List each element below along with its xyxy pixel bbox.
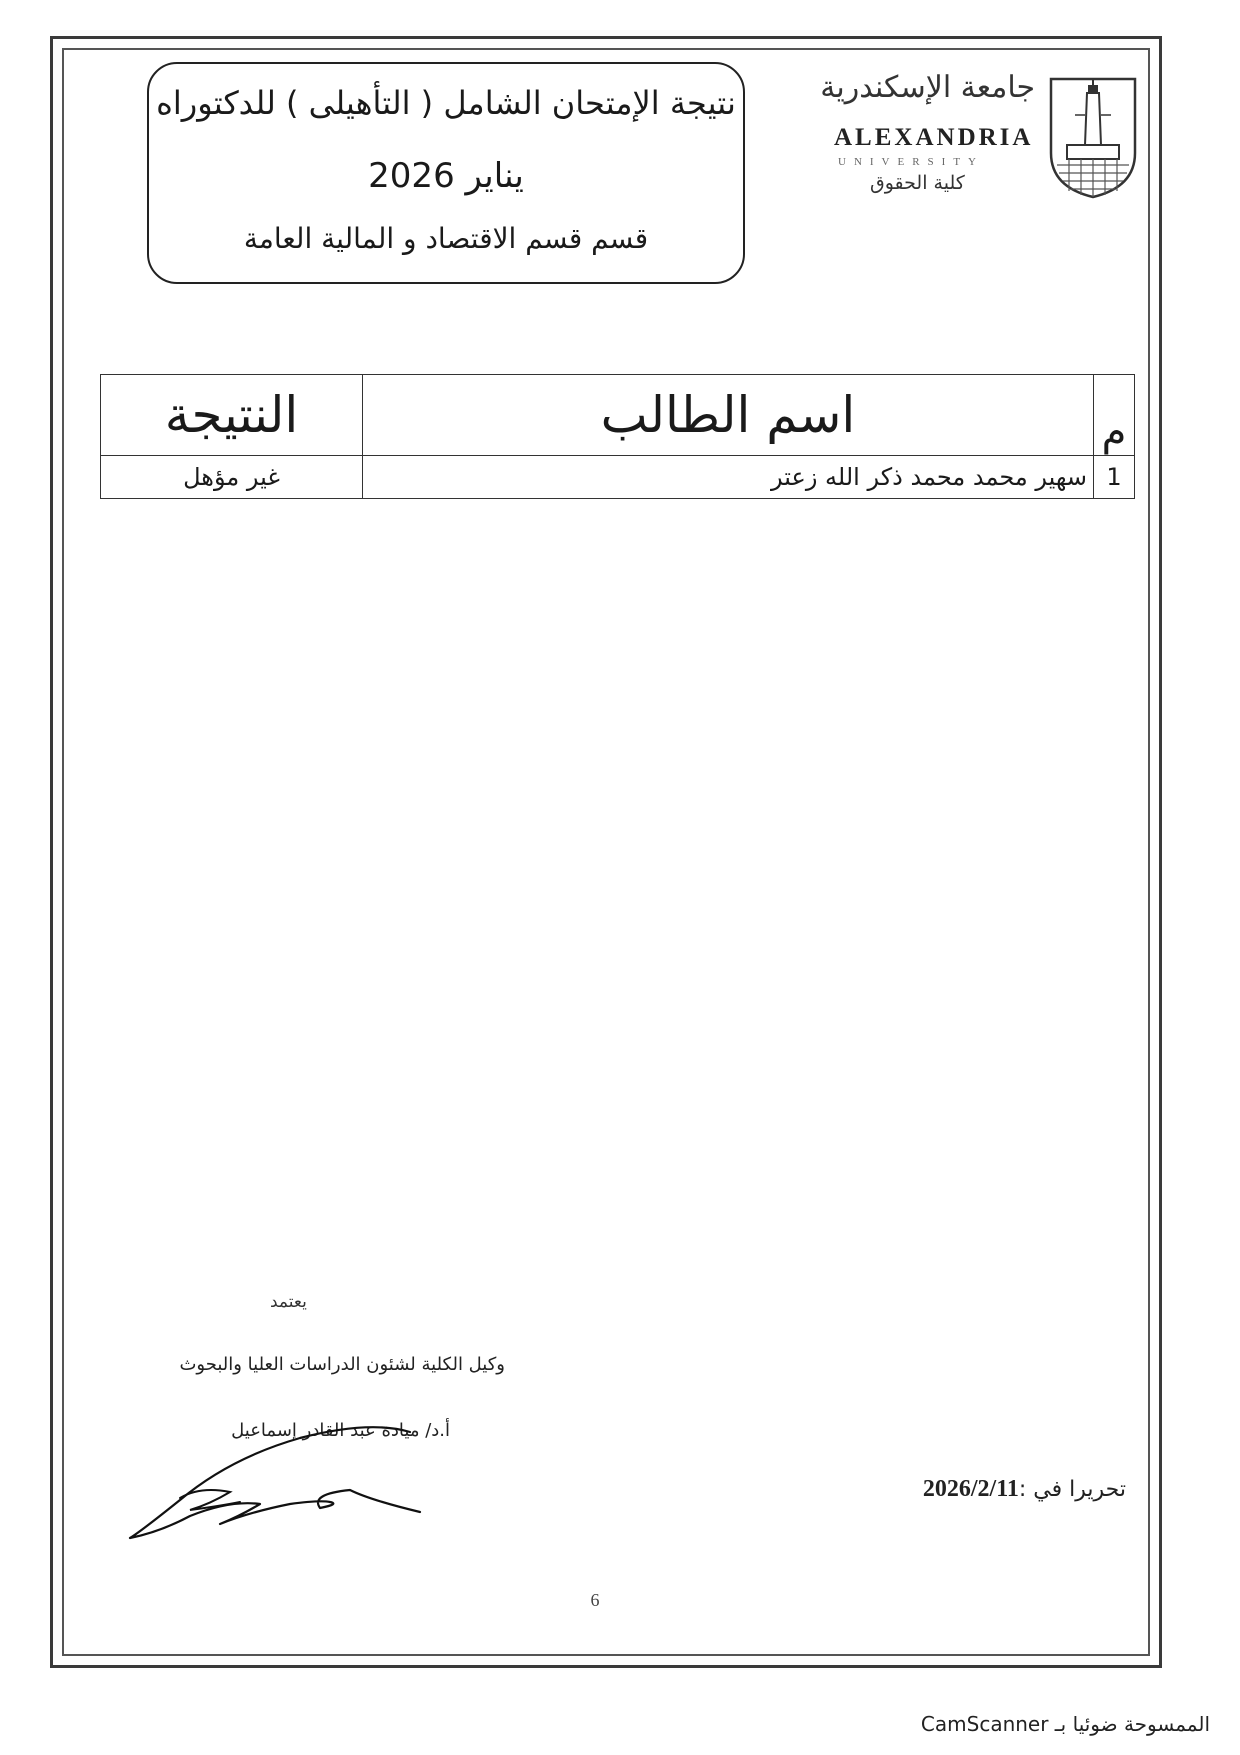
header-result: النتيجة: [101, 375, 363, 456]
row-serial: 1: [1094, 456, 1135, 499]
exam-date: يناير 2026: [368, 156, 524, 196]
vice-dean-title: وكيل الكلية لشئون الدراسات العليا والبحوث: [179, 1354, 505, 1375]
header-serial: م: [1094, 375, 1135, 456]
department: قسم قسم الاقتصاد و المالية العامة: [243, 222, 649, 255]
handwritten-signature: [120, 1420, 450, 1550]
logo-english-sub: UNIVERSITY: [838, 156, 984, 168]
row-student-name: سهير محمد محمد ذكر الله زعتر: [363, 456, 1094, 499]
row-result: غير مؤهل: [101, 456, 363, 499]
date-value: 2026/2/11: [922, 1476, 1019, 1502]
date-label: تحريرا في :: [1018, 1477, 1126, 1502]
page-border-inner: [62, 48, 1150, 1656]
professor-name: أ.د/ ميادة عبد القادر إسماعيل: [231, 1420, 450, 1441]
logo-arabic-name: جامعة الإسكندرية: [820, 70, 1035, 105]
lighthouse-emblem-icon: [1047, 75, 1139, 201]
issue-date: [890, 1476, 1126, 1503]
table-row: [101, 456, 1135, 499]
exam-title: نتيجة الإمتحان الشامل ( التأهيلى ) للدكتوراه: [156, 84, 736, 122]
logo-faculty: كلية الحقوق: [870, 172, 965, 194]
table-header-row: [101, 375, 1135, 456]
header-student-name: اسم الطالب: [363, 375, 1094, 456]
university-logo: [820, 70, 1150, 210]
approval-label: يعتمد: [270, 1292, 307, 1312]
results-table: [100, 374, 1135, 499]
page-number: 6: [590, 1590, 600, 1610]
title-box: [147, 62, 745, 284]
logo-english-name: ALEXANDRIA: [834, 124, 1034, 151]
scanner-watermark: الممسوحة ضوئيا بـ CamScanner: [920, 1712, 1210, 1736]
